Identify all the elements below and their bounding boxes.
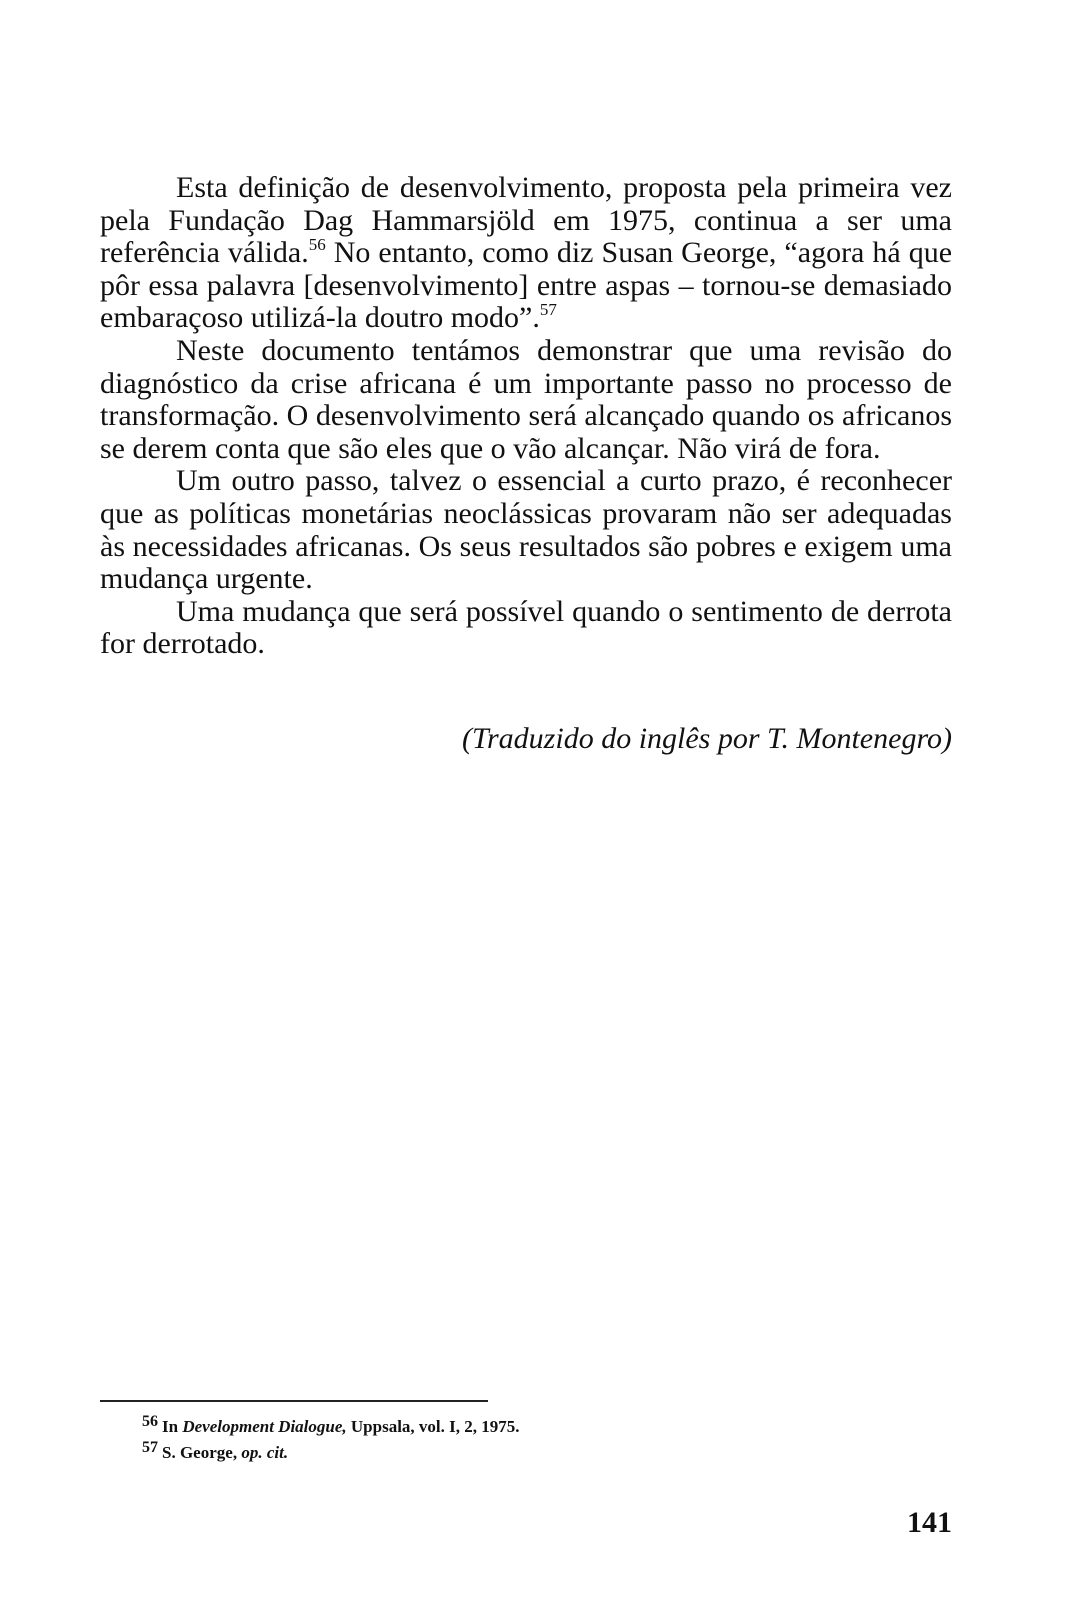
paragraph-1-part-1: Esta definição de desenvolvimento, proposta pela primeira vez pela Fundação Dag Hammarsjöld em 1975, continua a ser uma referência válida. (100, 171, 952, 270)
footnote-57 (142, 1440, 520, 1466)
footnote-divider (100, 1400, 488, 1402)
paragraph-4: Uma mudança que será possível quando o sentimento de derrota for derrotado. (100, 594, 952, 661)
footnote-title: op. cit. (241, 1443, 289, 1462)
footnote-prefix: In (162, 1417, 183, 1436)
main-text (100, 172, 952, 661)
translator-note: (Traduzido do inglês por T. Montenegro) (461, 722, 952, 755)
paragraph-1 (100, 172, 952, 335)
footnote-title: Development Dialogue, (182, 1417, 347, 1436)
page-number: 141 (907, 1506, 952, 1539)
footnote-suffix: Uppsala, vol. I, 2, 1975. (346, 1417, 520, 1436)
footnote-number: 57 (142, 1439, 158, 1456)
footnote-56 (142, 1414, 520, 1440)
footnote-number: 56 (142, 1413, 158, 1430)
paragraph-2: Neste documento tentámos demonstrar que uma revisão do diagnóstico da crise africana é um importante passo no processo de transformação. O desenvolvimento será alcançado quando os africanos se derem conta que são eles que o vão alcançar. Não virá de fora. (100, 333, 952, 465)
paragraph-1-part-2: No entanto, como diz Susan George, “agora há que pôr essa palavra [desenvolvimento] entre aspas – tornou-se demasiado embaraçoso utilizá-la doutro modo”. (100, 236, 953, 335)
footnote-ref-56[interactable]: 56 (308, 235, 326, 255)
footnote-ref-57[interactable]: 57 (539, 300, 557, 320)
footnotes (142, 1414, 520, 1466)
footnote-prefix: S. George, (162, 1443, 242, 1462)
paragraph-3: Um outro passo, talvez o essencial a curto prazo, é reconhecer que as políticas monetárias neoclássicas provaram não ser adequadas às necessidades africanas. Os seus resultados são pobres e exigem uma mudança urgente. (100, 464, 952, 596)
